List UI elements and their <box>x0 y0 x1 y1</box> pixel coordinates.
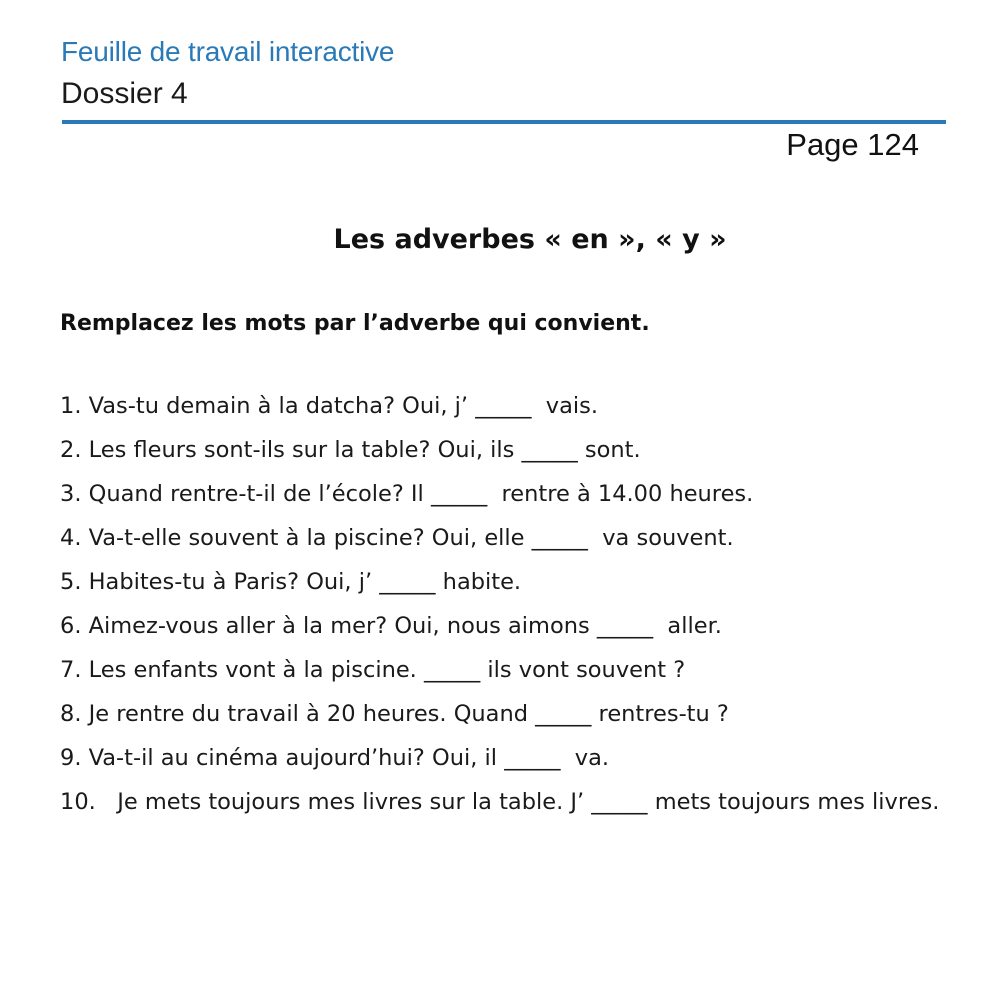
exercise-instruction: Remplacez les mots par l’adverbe qui convient. <box>60 311 650 336</box>
question-item: 2. Les fleurs sont-ils sur la table? Oui, ils _____ sont. <box>60 437 641 463</box>
question-text: 10. Je mets toujours mes livres sur la table. J’ _____ mets toujours mes livres. <box>60 789 940 815</box>
question-item: 1. Vas-tu demain à la datcha? Oui, j’ _____ vais. <box>60 393 599 419</box>
header-divider <box>62 120 946 124</box>
question-item: 5. Habites-tu à Paris? Oui, j’ _____ habite. <box>60 569 522 595</box>
question-item: 6. Aimez-vous aller à la mer? Oui, nous aimons _____ aller. <box>60 613 722 639</box>
question-item: 8. Je rentre du travail à 20 heures. Quand _____ rentres-tu ? <box>60 701 729 727</box>
question-list <box>60 388 940 828</box>
question-item: 4. Va-t-elle souvent à la piscine? Oui, elle _____ va souvent. <box>60 525 734 551</box>
question-item <box>60 784 940 820</box>
question-item: 7. Les enfants vont à la piscine. _____ ils vont souvent ? <box>60 657 686 683</box>
worksheet-subtitle: Feuille de travail interactive <box>61 36 395 67</box>
dossier-title: Dossier 4 <box>61 77 188 110</box>
question-item: 3. Quand rentre-t-il de l’école? Il _____ rentre à 14.00 heures. <box>60 481 754 507</box>
question-item: 9. Va-t-il au cinéma aujourd’hui? Oui, il _____ va. <box>60 745 610 771</box>
page-number: Page 124 <box>786 127 919 162</box>
exercise-title: Les adverbes « en », « y » <box>333 224 727 255</box>
